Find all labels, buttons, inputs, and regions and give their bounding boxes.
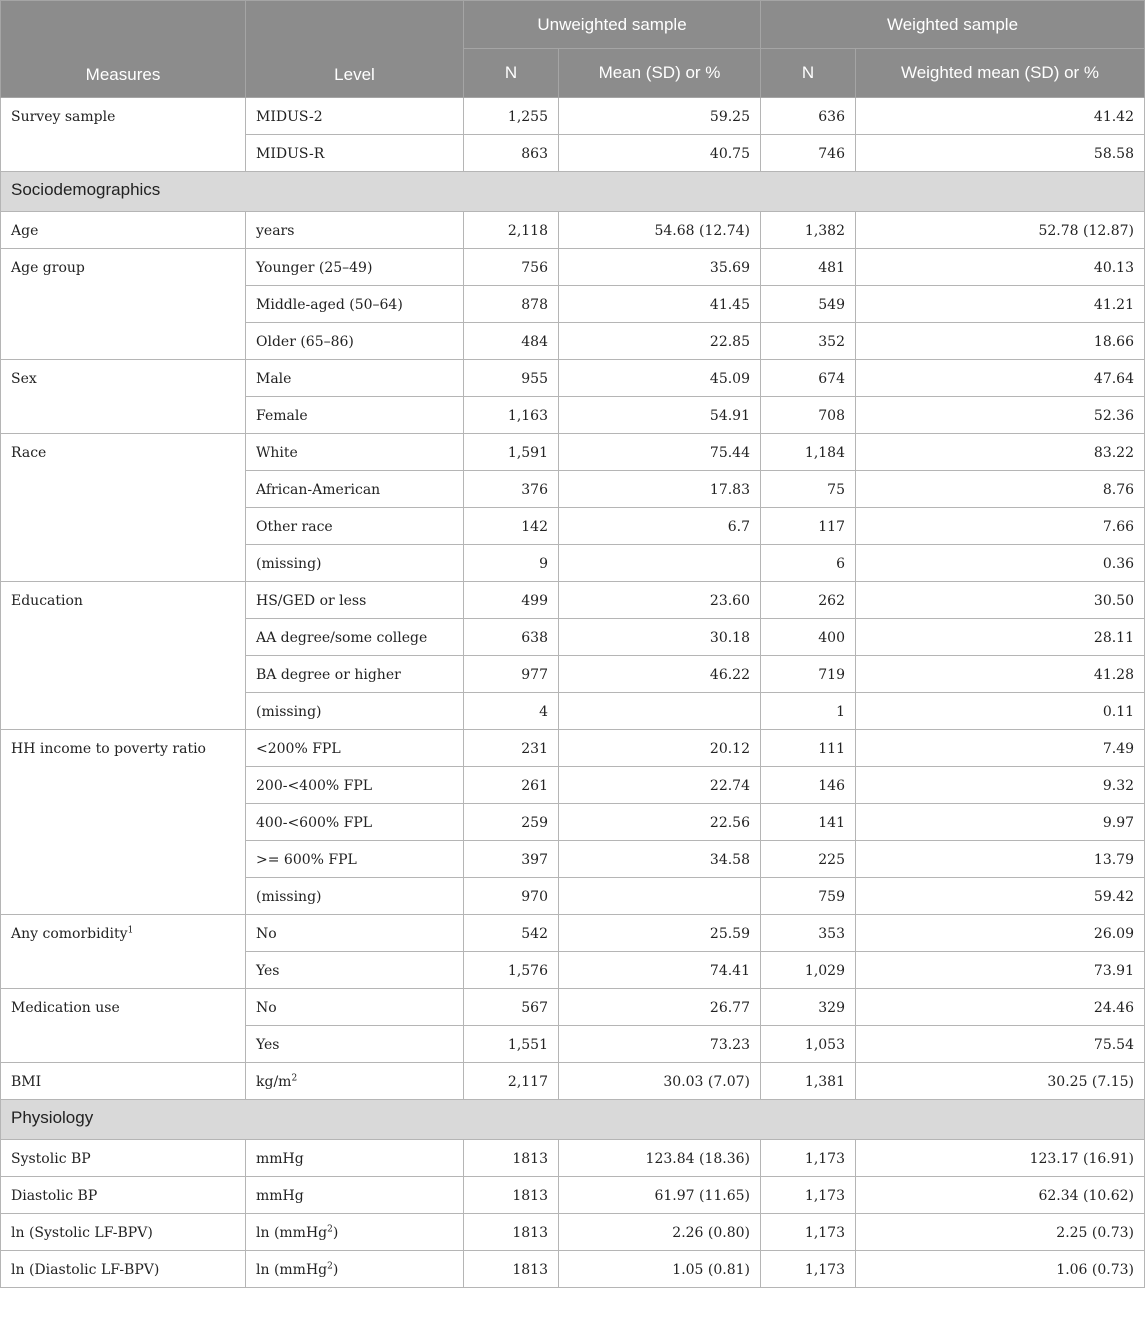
unweighted-n-cell: 878 bbox=[464, 286, 559, 323]
unweighted-mean-cell bbox=[559, 878, 761, 915]
weighted-mean-cell: 62.34 (10.62) bbox=[856, 1177, 1145, 1214]
unweighted-mean-cell: 35.69 bbox=[559, 249, 761, 286]
unweighted-n-cell: 2,117 bbox=[464, 1063, 559, 1100]
table-row bbox=[1, 1140, 1145, 1177]
weighted-mean-cell: 47.64 bbox=[856, 360, 1145, 397]
unweighted-n-cell: 1,255 bbox=[464, 98, 559, 135]
table-row bbox=[1, 98, 1145, 135]
level-cell bbox=[246, 1140, 464, 1177]
measure-label: Medication use bbox=[11, 1000, 120, 1016]
measure-label: Diastolic BP bbox=[11, 1188, 98, 1204]
weighted-mean-cell: 123.17 (16.91) bbox=[856, 1140, 1145, 1177]
measure-cell bbox=[1, 1251, 246, 1288]
section-row bbox=[1, 172, 1145, 212]
level-cell bbox=[246, 98, 464, 135]
level-label: Other race bbox=[256, 519, 333, 535]
unweighted-mean-cell bbox=[559, 693, 761, 730]
level-label: <200% FPL bbox=[256, 741, 341, 757]
unweighted-n-cell: 9 bbox=[464, 545, 559, 582]
unweighted-n-cell: 376 bbox=[464, 471, 559, 508]
weighted-n-cell: 1 bbox=[761, 693, 856, 730]
weighted-n-cell: 146 bbox=[761, 767, 856, 804]
weighted-n-cell: 719 bbox=[761, 656, 856, 693]
weighted-mean-cell: 7.66 bbox=[856, 508, 1145, 545]
unweighted-mean-cell: 59.25 bbox=[559, 98, 761, 135]
table-row bbox=[1, 1063, 1145, 1100]
unweighted-mean-cell: 74.41 bbox=[559, 952, 761, 989]
section-row bbox=[1, 1100, 1145, 1140]
weighted-mean-cell: 9.97 bbox=[856, 804, 1145, 841]
measure-cell bbox=[1, 1140, 246, 1177]
level-label: (missing) bbox=[256, 704, 322, 720]
unit-exponent: 2 bbox=[291, 1073, 298, 1084]
weighted-mean-cell: 52.36 bbox=[856, 397, 1145, 434]
measure-cell bbox=[1, 1063, 246, 1100]
weighted-n-cell: 549 bbox=[761, 286, 856, 323]
measure-cell bbox=[1, 915, 246, 989]
measure-cell bbox=[1, 1214, 246, 1251]
weighted-n-cell: 1,173 bbox=[761, 1214, 856, 1251]
weighted-mean-cell: 28.11 bbox=[856, 619, 1145, 656]
table-row bbox=[1, 1214, 1145, 1251]
level-cell bbox=[246, 619, 464, 656]
level-label: ln (mmHg bbox=[256, 1262, 328, 1278]
level-label: BA degree or higher bbox=[256, 667, 401, 683]
weighted-n-cell: 708 bbox=[761, 397, 856, 434]
measure-label: Age bbox=[11, 223, 39, 239]
weighted-mean-cell: 26.09 bbox=[856, 915, 1145, 952]
level-cell bbox=[246, 693, 464, 730]
weighted-n-cell: 225 bbox=[761, 841, 856, 878]
header-weighted-n: N bbox=[761, 49, 856, 98]
unweighted-n-cell: 2,118 bbox=[464, 212, 559, 249]
weighted-mean-cell: 9.32 bbox=[856, 767, 1145, 804]
level-label: MIDUS-2 bbox=[256, 109, 323, 125]
unweighted-mean-cell: 75.44 bbox=[559, 434, 761, 471]
unweighted-n-cell: 1813 bbox=[464, 1251, 559, 1288]
unweighted-mean-cell: 17.83 bbox=[559, 471, 761, 508]
weighted-n-cell: 481 bbox=[761, 249, 856, 286]
unweighted-n-cell: 1,576 bbox=[464, 952, 559, 989]
level-label: Yes bbox=[256, 963, 280, 979]
unweighted-mean-cell: 2.26 (0.80) bbox=[559, 1214, 761, 1251]
footnote-marker: 1 bbox=[127, 925, 134, 936]
unweighted-n-cell: 1,551 bbox=[464, 1026, 559, 1063]
unweighted-mean-cell: 26.77 bbox=[559, 989, 761, 1026]
level-cell bbox=[246, 434, 464, 471]
measure-label: Survey sample bbox=[11, 109, 116, 125]
weighted-mean-cell: 59.42 bbox=[856, 878, 1145, 915]
unweighted-mean-cell: 123.84 (18.36) bbox=[559, 1140, 761, 1177]
weighted-n-cell: 1,381 bbox=[761, 1063, 856, 1100]
level-label: Older (65–86) bbox=[256, 334, 354, 350]
unweighted-n-cell: 499 bbox=[464, 582, 559, 619]
header-measures: Measures bbox=[1, 1, 246, 98]
level-cell bbox=[246, 360, 464, 397]
header-unweighted-sample: Unweighted sample bbox=[464, 1, 761, 49]
table-header bbox=[1, 1, 1145, 98]
weighted-n-cell: 1,382 bbox=[761, 212, 856, 249]
measure-cell bbox=[1, 249, 246, 360]
unweighted-mean-cell: 40.75 bbox=[559, 135, 761, 172]
weighted-n-cell: 746 bbox=[761, 135, 856, 172]
level-cell bbox=[246, 212, 464, 249]
weighted-mean-cell: 7.49 bbox=[856, 730, 1145, 767]
unweighted-mean-cell: 41.45 bbox=[559, 286, 761, 323]
measure-label: BMI bbox=[11, 1074, 42, 1090]
weighted-mean-cell: 58.58 bbox=[856, 135, 1145, 172]
weighted-mean-cell: 2.25 (0.73) bbox=[856, 1214, 1145, 1251]
level-label: White bbox=[256, 445, 298, 461]
weighted-n-cell: 400 bbox=[761, 619, 856, 656]
unweighted-n-cell: 261 bbox=[464, 767, 559, 804]
table-row bbox=[1, 434, 1145, 471]
weighted-n-cell: 1,173 bbox=[761, 1140, 856, 1177]
unweighted-n-cell: 970 bbox=[464, 878, 559, 915]
level-label: Yes bbox=[256, 1037, 280, 1053]
unweighted-mean-cell: 73.23 bbox=[559, 1026, 761, 1063]
level-cell bbox=[246, 135, 464, 172]
level-label: ln (mmHg bbox=[256, 1225, 328, 1241]
weighted-mean-cell: 0.11 bbox=[856, 693, 1145, 730]
unweighted-n-cell: 638 bbox=[464, 619, 559, 656]
unweighted-mean-cell: 34.58 bbox=[559, 841, 761, 878]
level-label: HS/GED or less bbox=[256, 593, 367, 609]
unweighted-mean-cell: 54.91 bbox=[559, 397, 761, 434]
unweighted-mean-cell: 1.05 (0.81) bbox=[559, 1251, 761, 1288]
weighted-n-cell: 262 bbox=[761, 582, 856, 619]
measure-cell bbox=[1, 360, 246, 434]
unweighted-mean-cell: 22.74 bbox=[559, 767, 761, 804]
measure-cell bbox=[1, 98, 246, 172]
header-unweighted-mean: Mean (SD) or % bbox=[559, 49, 761, 98]
unit-suffix: ) bbox=[332, 1262, 339, 1278]
header-weighted-sample: Weighted sample bbox=[761, 1, 1145, 49]
level-cell bbox=[246, 397, 464, 434]
unweighted-n-cell: 231 bbox=[464, 730, 559, 767]
unweighted-mean-cell: 20.12 bbox=[559, 730, 761, 767]
level-cell bbox=[246, 323, 464, 360]
unweighted-mean-cell bbox=[559, 545, 761, 582]
weighted-mean-cell: 75.54 bbox=[856, 1026, 1145, 1063]
measure-label: ln (Systolic LF-BPV) bbox=[11, 1225, 153, 1241]
unweighted-mean-cell: 22.85 bbox=[559, 323, 761, 360]
level-cell bbox=[246, 730, 464, 767]
table-row bbox=[1, 730, 1145, 767]
level-label: (missing) bbox=[256, 556, 322, 572]
measure-label: HH income to poverty ratio bbox=[11, 741, 206, 757]
level-cell bbox=[246, 508, 464, 545]
weighted-n-cell: 1,029 bbox=[761, 952, 856, 989]
weighted-n-cell: 1,053 bbox=[761, 1026, 856, 1063]
measure-label: Any comorbidity bbox=[11, 926, 128, 942]
unweighted-mean-cell: 54.68 (12.74) bbox=[559, 212, 761, 249]
measure-label: Sex bbox=[11, 371, 37, 387]
unweighted-n-cell: 955 bbox=[464, 360, 559, 397]
weighted-mean-cell: 30.25 (7.15) bbox=[856, 1063, 1145, 1100]
weighted-mean-cell: 40.13 bbox=[856, 249, 1145, 286]
level-label: 200-<400% FPL bbox=[256, 778, 373, 794]
level-label: >= 600% FPL bbox=[256, 852, 357, 868]
level-label: Younger (25–49) bbox=[256, 260, 373, 276]
unweighted-n-cell: 1813 bbox=[464, 1177, 559, 1214]
unit-exponent: 2 bbox=[327, 1224, 333, 1235]
weighted-mean-cell: 1.06 (0.73) bbox=[856, 1251, 1145, 1288]
level-label: (missing) bbox=[256, 889, 322, 905]
weighted-mean-cell: 30.50 bbox=[856, 582, 1145, 619]
unweighted-n-cell: 756 bbox=[464, 249, 559, 286]
level-cell bbox=[246, 1214, 464, 1251]
weighted-n-cell: 353 bbox=[761, 915, 856, 952]
weighted-n-cell: 117 bbox=[761, 508, 856, 545]
level-cell bbox=[246, 545, 464, 582]
measure-cell bbox=[1, 434, 246, 582]
level-label: mmHg bbox=[256, 1151, 304, 1167]
weighted-n-cell: 111 bbox=[761, 730, 856, 767]
measure-cell bbox=[1, 1177, 246, 1214]
weighted-n-cell: 6 bbox=[761, 545, 856, 582]
table-body bbox=[1, 98, 1145, 1288]
level-label: No bbox=[256, 1000, 277, 1016]
weighted-mean-cell: 41.42 bbox=[856, 98, 1145, 135]
unweighted-n-cell: 484 bbox=[464, 323, 559, 360]
weighted-n-cell: 1,184 bbox=[761, 434, 856, 471]
unweighted-n-cell: 1813 bbox=[464, 1214, 559, 1251]
weighted-mean-cell: 24.46 bbox=[856, 989, 1145, 1026]
weighted-mean-cell: 0.36 bbox=[856, 545, 1145, 582]
weighted-n-cell: 329 bbox=[761, 989, 856, 1026]
unweighted-mean-cell: 22.56 bbox=[559, 804, 761, 841]
unweighted-mean-cell: 30.18 bbox=[559, 619, 761, 656]
level-label: years bbox=[256, 223, 295, 239]
level-cell bbox=[246, 989, 464, 1026]
weighted-n-cell: 1,173 bbox=[761, 1177, 856, 1214]
unweighted-n-cell: 1,591 bbox=[464, 434, 559, 471]
table-row bbox=[1, 1177, 1145, 1214]
level-label: MIDUS-R bbox=[256, 146, 325, 162]
weighted-mean-cell: 13.79 bbox=[856, 841, 1145, 878]
level-label: Male bbox=[256, 371, 292, 387]
level-cell bbox=[246, 952, 464, 989]
level-label: 400-<600% FPL bbox=[256, 815, 373, 831]
level-label: kg/m bbox=[256, 1074, 292, 1090]
level-cell bbox=[246, 878, 464, 915]
weighted-mean-cell: 8.76 bbox=[856, 471, 1145, 508]
unweighted-n-cell: 542 bbox=[464, 915, 559, 952]
table-row bbox=[1, 1251, 1145, 1288]
table-row bbox=[1, 249, 1145, 286]
level-cell bbox=[246, 804, 464, 841]
measure-cell bbox=[1, 212, 246, 249]
measure-label: Education bbox=[11, 593, 83, 609]
section-heading: Physiology bbox=[1, 1100, 1145, 1140]
level-cell bbox=[246, 286, 464, 323]
level-cell bbox=[246, 1251, 464, 1288]
section-heading: Sociodemographics bbox=[1, 172, 1145, 212]
unweighted-mean-cell: 25.59 bbox=[559, 915, 761, 952]
weighted-mean-cell: 73.91 bbox=[856, 952, 1145, 989]
weighted-mean-cell: 52.78 (12.87) bbox=[856, 212, 1145, 249]
level-cell bbox=[246, 582, 464, 619]
unweighted-n-cell: 259 bbox=[464, 804, 559, 841]
unit-exponent: 2 bbox=[327, 1261, 333, 1272]
level-label: mmHg bbox=[256, 1188, 304, 1204]
level-label: AA degree/some college bbox=[256, 630, 428, 646]
level-label: Middle-aged (50–64) bbox=[256, 297, 403, 313]
measure-label: Systolic BP bbox=[11, 1151, 91, 1167]
unweighted-mean-cell: 30.03 (7.07) bbox=[559, 1063, 761, 1100]
unweighted-n-cell: 397 bbox=[464, 841, 559, 878]
header-weighted-mean: Weighted mean (SD) or % bbox=[856, 49, 1145, 98]
unweighted-n-cell: 142 bbox=[464, 508, 559, 545]
unweighted-n-cell: 977 bbox=[464, 656, 559, 693]
level-label: Female bbox=[256, 408, 308, 424]
level-cell bbox=[246, 656, 464, 693]
level-label: African-American bbox=[256, 482, 381, 498]
level-cell bbox=[246, 915, 464, 952]
unweighted-mean-cell: 61.97 (11.65) bbox=[559, 1177, 761, 1214]
weighted-mean-cell: 83.22 bbox=[856, 434, 1145, 471]
unweighted-n-cell: 1,163 bbox=[464, 397, 559, 434]
header-level: Level bbox=[246, 1, 464, 98]
unweighted-mean-cell: 45.09 bbox=[559, 360, 761, 397]
unweighted-n-cell: 863 bbox=[464, 135, 559, 172]
unweighted-mean-cell: 46.22 bbox=[559, 656, 761, 693]
header-unweighted-n: N bbox=[464, 49, 559, 98]
unweighted-n-cell: 567 bbox=[464, 989, 559, 1026]
table-row bbox=[1, 989, 1145, 1026]
level-cell bbox=[246, 471, 464, 508]
weighted-n-cell: 352 bbox=[761, 323, 856, 360]
measure-cell bbox=[1, 989, 246, 1063]
measure-cell bbox=[1, 582, 246, 730]
unweighted-n-cell: 4 bbox=[464, 693, 559, 730]
weighted-n-cell: 759 bbox=[761, 878, 856, 915]
level-cell bbox=[246, 1026, 464, 1063]
level-cell bbox=[246, 249, 464, 286]
table-row bbox=[1, 212, 1145, 249]
measure-label: ln (Diastolic LF-BPV) bbox=[11, 1262, 160, 1278]
table-row bbox=[1, 582, 1145, 619]
weighted-mean-cell: 18.66 bbox=[856, 323, 1145, 360]
weighted-n-cell: 141 bbox=[761, 804, 856, 841]
unweighted-mean-cell: 6.7 bbox=[559, 508, 761, 545]
table-row bbox=[1, 915, 1145, 952]
weighted-mean-cell: 41.28 bbox=[856, 656, 1145, 693]
level-cell bbox=[246, 841, 464, 878]
weighted-n-cell: 1,173 bbox=[761, 1251, 856, 1288]
weighted-n-cell: 674 bbox=[761, 360, 856, 397]
level-label: No bbox=[256, 926, 277, 942]
weighted-n-cell: 75 bbox=[761, 471, 856, 508]
measure-cell bbox=[1, 730, 246, 915]
level-cell bbox=[246, 767, 464, 804]
level-cell bbox=[246, 1063, 464, 1100]
unweighted-mean-cell: 23.60 bbox=[559, 582, 761, 619]
level-cell bbox=[246, 1177, 464, 1214]
unweighted-n-cell: 1813 bbox=[464, 1140, 559, 1177]
unit-suffix: ) bbox=[332, 1225, 339, 1241]
measure-label: Age group bbox=[11, 260, 85, 276]
measure-label: Race bbox=[11, 445, 47, 461]
weighted-n-cell: 636 bbox=[761, 98, 856, 135]
weighted-mean-cell: 41.21 bbox=[856, 286, 1145, 323]
table-row bbox=[1, 360, 1145, 397]
